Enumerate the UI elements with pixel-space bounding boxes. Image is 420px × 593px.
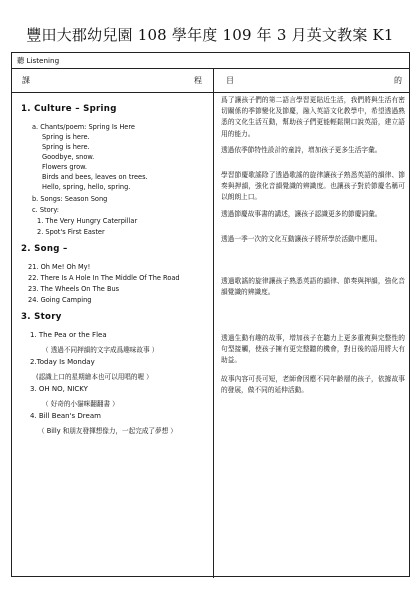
goal-paragraph: 透過節慶故事書的講述，讓孩子認識更多的節慶詞彙。: [221, 210, 382, 218]
chant-label: a. Chants/poem: Spring Is Here: [32, 123, 135, 131]
culture-heading: 1. Culture – Spring: [21, 104, 117, 114]
goal-paragraph: 透過歌謠的旋律讓孩子熟悉英語的韻律、節奏與押韻，強化音韻覺識的辨識度。: [221, 277, 405, 297]
lesson-plan-table: [11, 52, 410, 577]
story-title: 2.Today Is Monday: [30, 358, 95, 366]
song-item: 22. There Is A Hole In The Middle Of The Road: [28, 274, 180, 282]
culture-story: 1. The Very Hungry Caterpillar: [37, 217, 138, 225]
goal-paragraph: 透過一季一次的文化互動讓孩子將所學於活動中應用。: [221, 235, 382, 243]
header-course-1: 課: [22, 76, 30, 85]
chant-line: Goodbye, snow.: [42, 153, 95, 161]
story-heading: 3. Story: [21, 312, 62, 322]
goal-paragraph: 學習節慶歌謠除了透過歌謠的旋律讓孩子熟悉英語的韻律、節奏與押韻，強化音韻覺識的辨識度。也讓孩子對於節慶名稱可以朗朗上口。: [221, 171, 405, 202]
chant-line: Spring is here.: [42, 143, 90, 151]
culture-story: 2. Spot's First Easter: [37, 228, 105, 236]
header-row: [12, 69, 409, 93]
song-heading: 2. Song –: [21, 244, 68, 254]
story-label: c. Story:: [32, 206, 59, 214]
chant-line: Flowers grow.: [42, 163, 88, 171]
goal-paragraph: 透過生動有趣的故事，增加孩子在聽力上更多重複與完整性的句型接觸，使孩子擁有更完整聽的機會，對日後的語用將大有助益。: [221, 334, 405, 365]
song-item: 23. The Wheels On The Bus: [28, 285, 120, 293]
header-goal-1: 目: [226, 76, 234, 85]
story-title: 3. OH NO, NICKY: [30, 385, 88, 393]
page-title: 豐田大郡幼兒園 108 學年度 109 年 3 月英文教案 K1: [26, 26, 394, 44]
story-note: （ Billy 和朋友發揮想像力，一起完成了夢想 ）: [38, 427, 177, 435]
chant-line: Hello, spring, hello, spring.: [42, 183, 131, 191]
story-title: 1. The Pea or the Flea: [30, 331, 107, 339]
song-item: 21. Oh Me! Oh My!: [28, 263, 91, 271]
story-note: （ 透過不同押韻的文字成爲趣味故事 ）: [42, 346, 159, 354]
story-title: 4. Bill Bean's Dream: [30, 412, 101, 420]
goal-paragraph: 故事內容可長可短，老師會因應不同年齡層的孩子，依據故事的發展，做不同的延伸活動。: [221, 375, 405, 395]
header-course-2: 程: [194, 76, 202, 85]
listening-row: 聽 Listening: [12, 53, 409, 69]
chant-line: Spring is here.: [42, 133, 90, 141]
header-goal-2: 的: [394, 76, 402, 85]
song-item: 24. Going Camping: [28, 296, 92, 304]
goal-paragraph: 爲了讓孩子們的第二語言學習更貼近生活，我們將與生活有密切關係的季節變化及節慶，融入英語文化教學中，希望透過熟悉的文化生活互動，幫助孩子們更能輕鬆開口說英語，建立語用的能力。: [221, 96, 405, 138]
song-label: b. Songs: Season Song: [32, 195, 108, 203]
goal-paragraph: 透過依季節特性設計的童詩，增加孩子更多生活字彙。: [221, 146, 382, 154]
chant-line: Birds and bees, leaves on trees.: [42, 173, 148, 181]
column-divider: [213, 69, 214, 578]
story-note: (認識上口的星期繪本也可以用唱的喔 ）: [36, 373, 153, 381]
story-note: （ 好奇的小貓咪翻翻書 ）: [42, 400, 119, 408]
